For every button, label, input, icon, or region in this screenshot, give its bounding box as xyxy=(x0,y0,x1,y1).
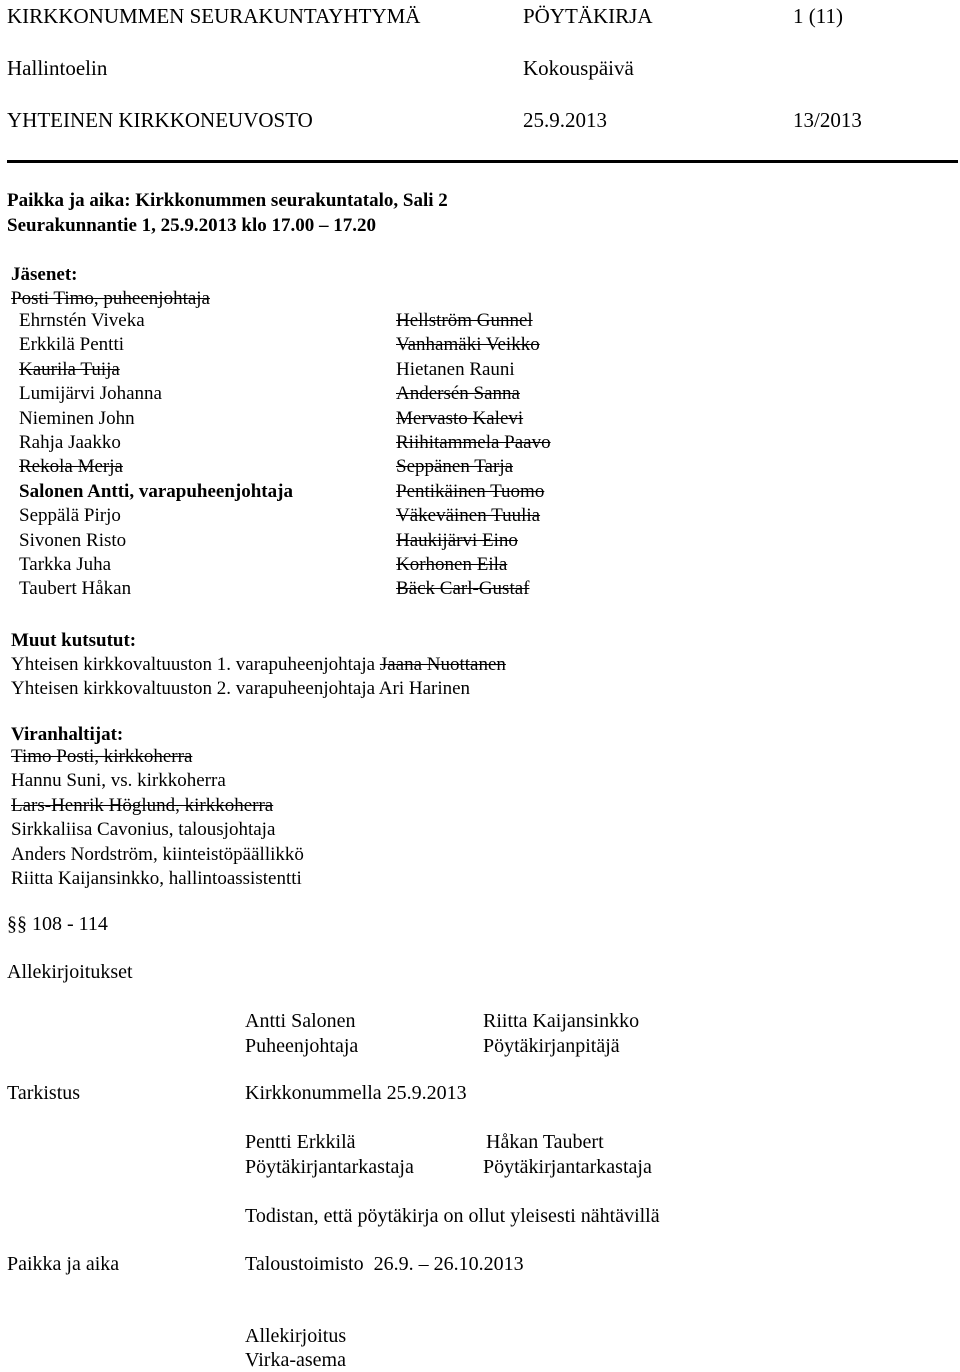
place-time-line1: Paikka ja aika: Kirkkonummen seurakuntatalo, Sali 2 xyxy=(7,190,448,211)
member-item: Rekola Merja xyxy=(19,456,123,478)
member-item: Hietanen Rauni xyxy=(396,358,515,380)
invited-line1 xyxy=(11,654,506,676)
signatures-heading: Allekirjoitukset xyxy=(7,961,133,983)
meeting-number: 13/2013 xyxy=(793,108,862,132)
official-item: Lars-Henrik Höglund, kirkkoherra xyxy=(11,794,274,816)
member-item: Taubert Håkan xyxy=(19,578,132,600)
checker2-name: Håkan Taubert xyxy=(486,1131,604,1153)
signature-label: Allekirjoitus xyxy=(245,1325,347,1347)
body-name: YHTEINEN KIRKKONEUVOSTO xyxy=(7,108,313,132)
public-notice-value: Taloustoimisto 26.9. – 26.10.2013 xyxy=(245,1253,524,1275)
chair-member: Posti Timo, puheenjohtaja xyxy=(11,288,210,309)
member-item: Haukijärvi Eino xyxy=(396,529,518,551)
member-item: Kaurila Tuija xyxy=(19,358,120,380)
position-label: Virka-asema xyxy=(245,1349,346,1371)
member-item: Bäck Carl-Gustaf xyxy=(396,578,530,600)
signer2-name: Riitta Kaijansinkko xyxy=(483,1010,640,1032)
official-item: Sirkkaliisa Cavonius, talousjohtaja xyxy=(11,819,276,841)
place-time-line2: Seurakunnantie 1, 25.9.2013 klo 17.00 – 17.20 xyxy=(7,215,376,236)
members-right-column xyxy=(396,309,551,602)
member-item: Seppälä Pirjo xyxy=(19,505,121,527)
member-item: Ehrnstén Viveka xyxy=(19,310,145,331)
meeting-date: 25.9.2013 xyxy=(523,108,607,132)
member-item: Sivonen Risto xyxy=(19,529,127,551)
member-item: Tarkka Juha xyxy=(19,553,112,575)
signer2-role: Pöytäkirjanpitäjä xyxy=(483,1035,620,1057)
review-label: Tarkistus xyxy=(7,1082,81,1104)
invited-line2: Yhteisen kirkkovaltuuston 2. varapuheenjohtaja Ari Harinen xyxy=(11,678,471,699)
officials-list xyxy=(11,745,304,891)
invited-line1-name: Jaana Nuottanen xyxy=(379,654,506,675)
review-place-date: Kirkkonummella 25.9.2013 xyxy=(245,1082,467,1104)
document-type: PÖYTÄKIRJA xyxy=(523,4,653,28)
member-item: Väkeväinen Tuulia xyxy=(396,505,541,527)
member-item: Mervasto Kalevi xyxy=(396,407,524,429)
members-left-column xyxy=(19,309,293,602)
signer1-role: Puheenjohtaja xyxy=(245,1035,359,1057)
checker1-role: Pöytäkirjantarkastaja xyxy=(245,1156,414,1178)
official-item: Hannu Suni, vs. kirkkoherra xyxy=(11,770,226,792)
member-item: Korhonen Eila xyxy=(396,553,508,575)
body-label: Hallintoelin xyxy=(7,56,108,80)
member-item: Hellström Gunnel xyxy=(396,310,533,331)
member-item: Rahja Jaakko xyxy=(19,431,121,453)
header-divider xyxy=(7,160,958,163)
member-item: Vanhamäki Veikko xyxy=(396,334,540,356)
signer1-name: Antti Salonen xyxy=(245,1010,356,1032)
sections-range: §§ 108 - 114 xyxy=(7,913,108,935)
invited-line1-text: Yhteisen kirkkovaltuuston 1. varapuheenjohtaja xyxy=(11,654,380,675)
official-item: Riitta Kaijansinkko, hallintoassistentti xyxy=(11,867,302,889)
officials-heading: Viranhaltijat: xyxy=(11,724,124,745)
invited-heading: Muut kutsutut: xyxy=(11,630,137,651)
member-item: Seppänen Tarja xyxy=(396,456,514,478)
member-item: Riihitammela Paavo xyxy=(396,431,551,453)
checker1-name: Pentti Erkkilä xyxy=(245,1131,356,1153)
member-item: Andersén Sanna xyxy=(396,383,520,405)
date-label: Kokouspäivä xyxy=(523,56,634,80)
organization-name: KIRKKONUMMEN SEURAKUNTAYHTYMÄ xyxy=(7,4,421,28)
checker2-role: Pöytäkirjantarkastaja xyxy=(483,1156,652,1178)
members-heading: Jäsenet: xyxy=(11,264,78,285)
public-notice-statement: Todistan, että pöytäkirja on ollut yleisesti nähtävillä xyxy=(245,1205,660,1227)
member-item: Lumijärvi Johanna xyxy=(19,383,162,405)
member-item: Erkkilä Pentti xyxy=(19,334,125,356)
member-item: Pentikäinen Tuomo xyxy=(396,480,545,502)
page-number: 1 (11) xyxy=(793,4,843,28)
member-item: Nieminen John xyxy=(19,407,135,429)
public-notice-label: Paikka ja aika xyxy=(7,1253,120,1275)
official-item: Timo Posti, kirkkoherra xyxy=(11,746,193,767)
official-item: Anders Nordström, kiinteistöpäällikkö xyxy=(11,843,304,865)
member-item: Salonen Antti, varapuheenjohtaja xyxy=(19,480,293,502)
